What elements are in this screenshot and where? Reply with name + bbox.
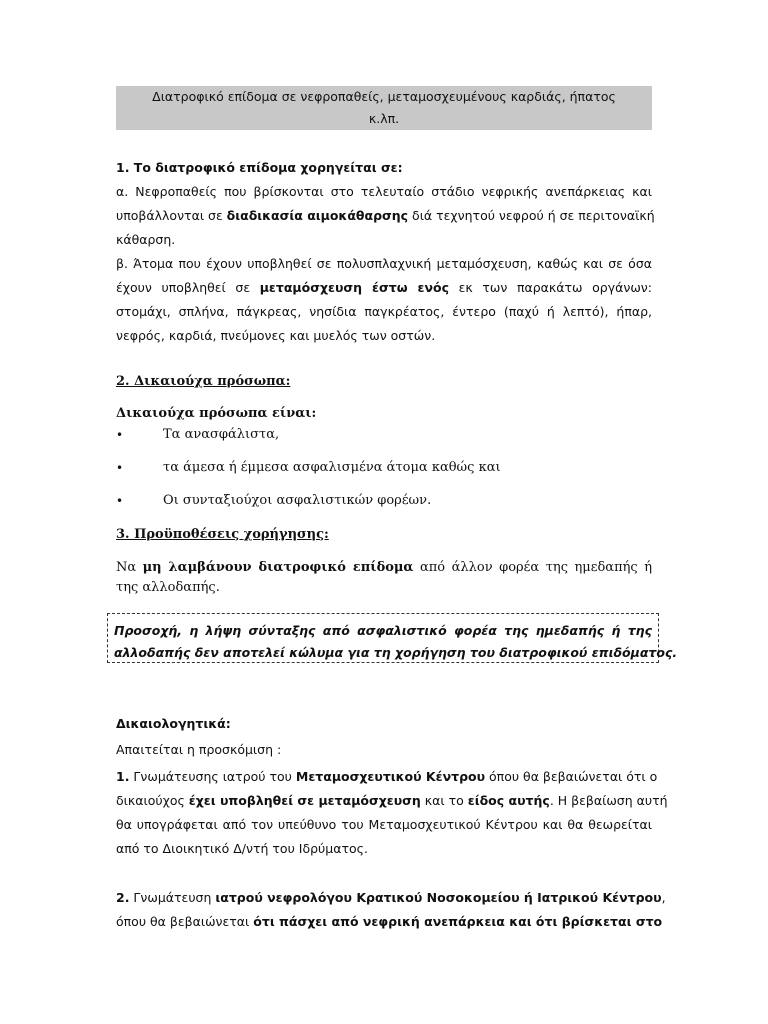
section1-b-line4: νεφρός, καρδιά, πνεύμονες και μυελός των οστών. (116, 328, 436, 343)
document-item-2-line2: όπου θα βεβαιώνεται ότι πάσχει από νεφρική ανεπάρκεια και ότι βρίσκεται στο (116, 914, 663, 929)
section3-line2: της αλλοδαπής. (116, 580, 220, 595)
bullet-icon: • (116, 461, 124, 475)
section1-b-line1: β. Άτομα που έχουν υποβληθεί σε πολυσπλαχνική μεταμόσχευση, καθώς και σε όσα (116, 256, 652, 271)
notice-line-1: Προσοχή, η λήψη σύνταξης από ασφαλιστικό φορέα της ημεδαπής ή της (114, 623, 652, 638)
document-item-2-line1: 2. Γνωμάτευση ιατρού νεφρολόγου Κρατικού Νοσοκομείου ή Ιατρικού Κέντρου, (116, 890, 666, 905)
section1-a-line2: υποβάλλονται σε διαδικασία αιμοκάθαρσης διά τεχνητού νεφρού ή σε περιτοναϊκή (116, 208, 655, 223)
list-item: τα άμεσα ή έμμεσα ασφαλισμένα άτομα καθώς και (163, 460, 501, 475)
notice-line-2: αλλοδαπής δεν αποτελεί κώλυμα για τη χορήγηση του διατροφικού επιδόματος. (114, 645, 678, 660)
document-item-1-line4: από το Διοικητικό Δ/ντή του Ιδρύματος. (116, 841, 368, 856)
document-item-1-line3: θα υπογράφεται από τον υπεύθυνο του Μεταμοσχευτικού Κέντρου και θα θεωρείται (116, 817, 652, 832)
section1-a-line1: α. Νεφροπαθείς που βρίσκονται στο τελευταίο στάδιο νεφρικής ανεπάρκειας και (116, 184, 652, 199)
section2-subheading: Δικαιούχα πρόσωπα είναι: (116, 406, 317, 421)
documents-heading: Δικαιολογητικά: (116, 716, 231, 731)
title-line-1: Διατροφικό επίδομα σε νεφροπαθείς, μεταμοσχευμένους καρδιάς, ήπατος (152, 89, 616, 104)
notice-box (107, 613, 678, 663)
section1-b-line2: έχουν υποβληθεί σε μεταμόσχευση έστω ενός εκ των παρακάτω οργάνων: (116, 280, 652, 295)
list-item: Τα ανασφάλιστα, (163, 427, 280, 442)
section1-heading: 1. Το διατροφικό επίδομα χορηγείται σε: (116, 160, 403, 175)
section2-heading: 2. Δικαιούχα πρόσωπα: (116, 374, 291, 389)
section3-heading: 3. Προϋποθέσεις χορήγησης: (116, 527, 329, 542)
bullet-icon: • (116, 428, 124, 442)
document-item-1-line2: δικαιούχος έχει υποβληθεί σε μεταμόσχευση και το είδος αυτής. Η βεβαίωση αυτή (116, 793, 668, 808)
list-item: Οι συνταξιούχοι ασφαλιστικών φορέων. (163, 493, 432, 508)
section3-line1: Να μη λαμβάνουν διατροφικό επίδομα από άλλον φορέα της ημεδαπής ή (116, 560, 652, 575)
section1-a-line3: κάθαρση. (116, 232, 176, 247)
bullet-icon: • (116, 494, 124, 508)
document-title (116, 86, 652, 130)
section1-b-line3: στομάχι, σπλήνα, πάγκρεας, νησίδια παγκρέατος, έντερο (παχύ ή λεπτό), ήπαρ, (116, 304, 652, 319)
documents-intro: Απαιτείται η προσκόμιση : (116, 742, 282, 757)
title-line-2: κ.λπ. (368, 111, 400, 126)
document-item-1-line1: 1. Γνωμάτευσης ιατρού του Μεταμοσχευτικού Κέντρου όπου θα βεβαιώνεται ότι ο (116, 769, 658, 784)
